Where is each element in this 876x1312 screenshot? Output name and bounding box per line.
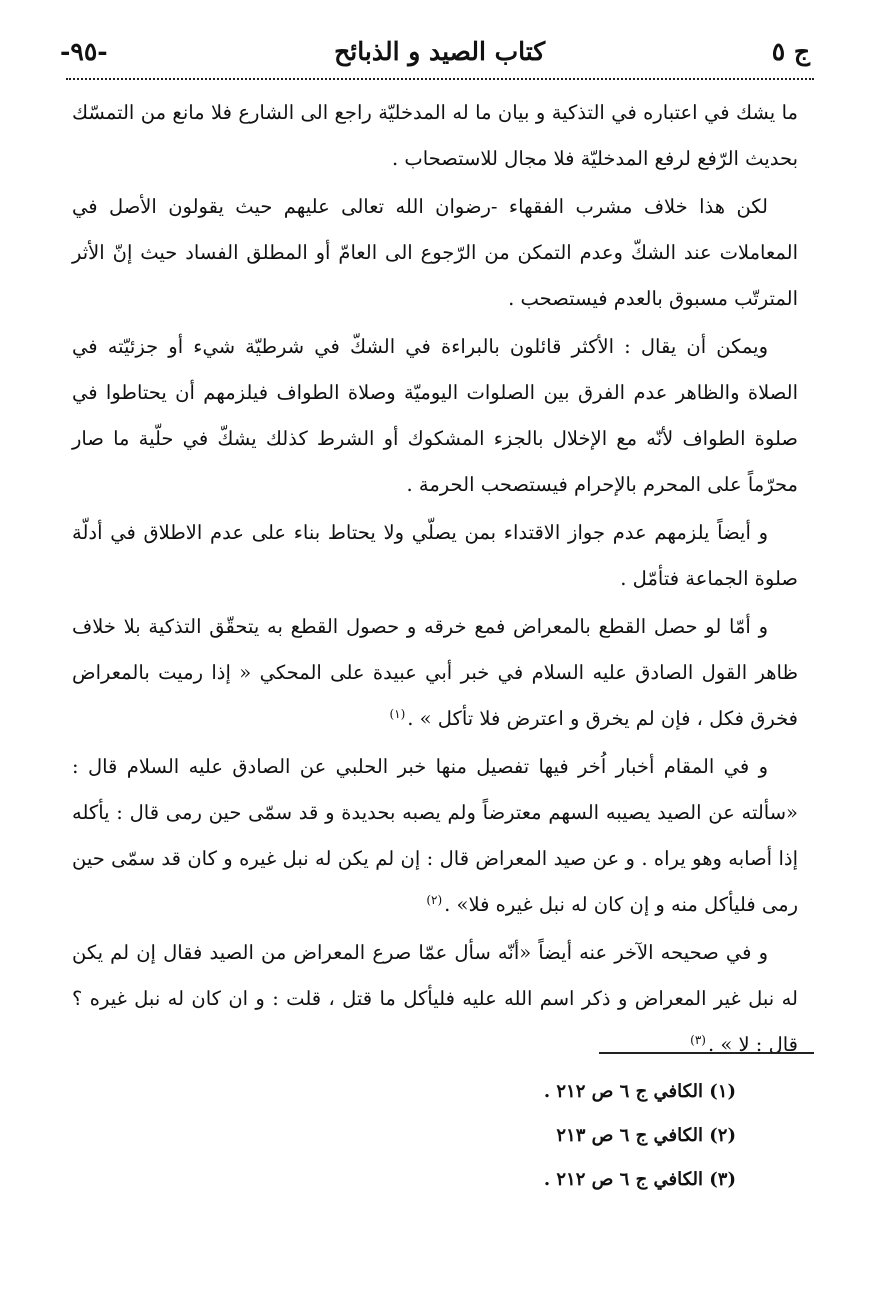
footnote-mark-2: (٢) — [426, 892, 443, 907]
paragraph: لكن هذا خلاف مشرب الفقهاء -رضوان الله تعالى عليهم حيث يقولون الأصل في المعاملات عند الشكّ وعدم التمكن من الرّجوع الى العامّ أو المطلق الفساد حيث إنّ الأثر المترتّب مسبوق بالعدم فيستصحب . — [72, 195, 798, 310]
footnote-item: (٢) الكافي ج ٦ ص ٢١٣ — [556, 1125, 736, 1146]
paragraph-with-footnote-2 — [72, 744, 798, 928]
paragraph-text: و في صحيحه الآخر عنه أيضاً «أنّه سأل عمّا صرع المعراض من الصيد فقال إن لم يكن له نبل غير المعراض و ذكر اسم الله عليه فليأكل ما قتل ، قلت : و ان كان له نبل غيره ؟ قال : لا » . — [72, 941, 798, 1056]
paragraph: ويمكن أن يقال : الأكثر قائلون بالبراءة في الشكّ في شرطيّة شيء أو جزئيّته في الصلاة والظاهر عدم الفرق بين الصلوات اليوميّة وصلاة الطواف فيلزمهم أن يحتاطوا في صلوة الطواف لأنّه مع الإخلال بالجزء المشكوك أو الشرط كذلك يشكّ في حلّية ما صار محرّماً على المحرم بالإحرام فيستصحب الحرمة . — [72, 335, 798, 496]
paragraph-with-footnote-3 — [72, 930, 798, 1068]
footnote-divider — [599, 1052, 814, 1054]
paragraph-with-footnote-1 — [72, 604, 798, 742]
paragraph-text: و في المقام أخبار اُخر فيها تفصيل منها خبر الحلبي عن الصادق عليه السلام قال : «سألته عن الصيد يصيبه السهم معترضاً ولم يصبه بحديدة و قد سمّى حين رمى قال : يأكله إذا أصابه وهو يراه . و عن صيد المعراض قال : إن لم يكن له نبل غيره و كان قد سمّى حين رمى فليأكل منه و إن كان له نبل غيره فلا» . — [72, 755, 798, 916]
page-number: -٩٥- — [60, 36, 108, 66]
footnote-item: (٣) الكافي ج ٦ ص ٢١٢ . — [543, 1169, 736, 1190]
footnote-mark-1: (١) — [389, 706, 406, 721]
book-title: كتاب الصيد و الذبائح — [334, 36, 546, 66]
paragraph: و أيضاً يلزمهم عدم جواز الاقتداء بمن يصلّي ولا يحتاط بناء على عدم الاطلاق في أدلّة صلوة الجماعة فتأمّل . — [72, 521, 798, 590]
body-text — [72, 90, 798, 1070]
paragraph: ما يشك في اعتباره في التذكية و بيان ما له المدخليّة راجع الى الشارع فلا مانع من التمسّك بحديث الرّفع لرفع المدخليّة فلا مجال للاستصحاب . — [72, 101, 798, 170]
footnote-item: (١) الكافي ج ٦ ص ٢١٢ . — [543, 1081, 736, 1102]
paragraph-text: و أمّا لو حصل القطع بالمعراض فمع خرقه و حصول القطع به يتحقّق التذكية بلا خلاف ظاهر القول الصادق عليه السلام في خبر أبي عبيدة على المحكي « إذا رميت بالمعراض فخرق فكل ، فإن لم يخرق و اعترض فلا تأكل » . — [72, 615, 798, 730]
header-divider — [66, 78, 814, 80]
footnote-mark-3: (٣) — [690, 1032, 706, 1047]
volume-label: ج ٥ — [771, 36, 810, 66]
footnotes — [436, 1070, 736, 1202]
page-header — [60, 26, 810, 76]
